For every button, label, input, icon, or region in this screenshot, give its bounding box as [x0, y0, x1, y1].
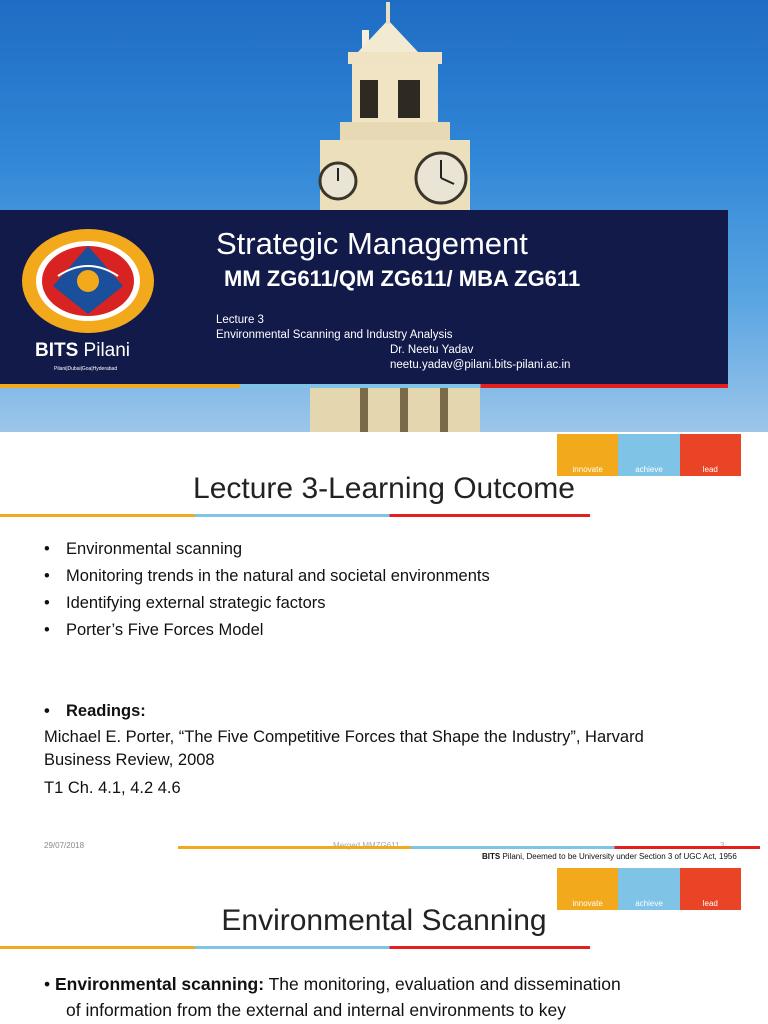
campus-list: Pilani|Dubai|Goa|Hyderabad	[54, 366, 118, 372]
course-title: Strategic Management	[216, 226, 528, 261]
bits-pilani-brand: BITS Pilani	[35, 340, 131, 361]
tagline-innovate: innovate	[557, 868, 618, 910]
tagline-bar	[557, 434, 741, 476]
heading-underline	[0, 946, 590, 949]
heading-underline	[0, 514, 590, 517]
footer-university: BITS Pilani, Deemed to be University under Section 3 of UGC Act, 1956	[482, 852, 737, 861]
list-item: • Identifying external strategic factors	[44, 594, 490, 621]
instructor-email: neetu.yadav@pilani.bits-pilani.ac.in	[390, 359, 571, 371]
lecture-topic: Environmental Scanning and Industry Analysis	[216, 329, 453, 341]
learning-outcomes-list	[44, 540, 490, 648]
title-band-stripe	[0, 384, 728, 388]
list-item: • Monitoring trends in the natural and societal environments	[44, 567, 490, 594]
tagline-lead: lead	[680, 868, 741, 910]
scanning-definition-line2: of information from the external and internal environments to key	[66, 1000, 566, 1020]
slide-heading: Lecture 3-Learning Outcome	[193, 472, 575, 505]
instructor-name: Dr. Neetu Yadav	[390, 344, 474, 356]
footer-line	[178, 846, 760, 849]
tagline-lead: lead	[680, 434, 741, 476]
slide-heading: Environmental Scanning	[221, 904, 547, 937]
reading-chapters: T1 Ch. 4.1, 4.2 4.6	[44, 779, 181, 797]
lecture-number: Lecture 3	[216, 314, 264, 326]
tagline-achieve: achieve	[618, 434, 679, 476]
bits-logo	[18, 226, 158, 336]
readings-label: • Readings:	[44, 702, 146, 729]
tagline-innovate: innovate	[557, 434, 618, 476]
list-item: • Porter’s Five Forces Model	[44, 621, 490, 648]
reading-citation-line2: Business Review, 2008	[44, 751, 215, 769]
scanning-definition-line1: • Environmental scanning: The monitoring, evaluation and dissemination	[44, 974, 621, 994]
readings-list	[44, 702, 146, 729]
tagline-achieve: achieve	[618, 868, 679, 910]
course-codes: MM ZG611/QM ZG611/ MBA ZG611	[224, 266, 581, 291]
reading-citation-line1: Michael E. Porter, “The Five Competitive Forces that Shape the Industry”, Harvard	[44, 728, 644, 746]
title-slide	[0, 0, 768, 432]
list-item: • Environmental scanning	[44, 540, 490, 567]
footer-date: 29/07/2018	[44, 841, 85, 850]
